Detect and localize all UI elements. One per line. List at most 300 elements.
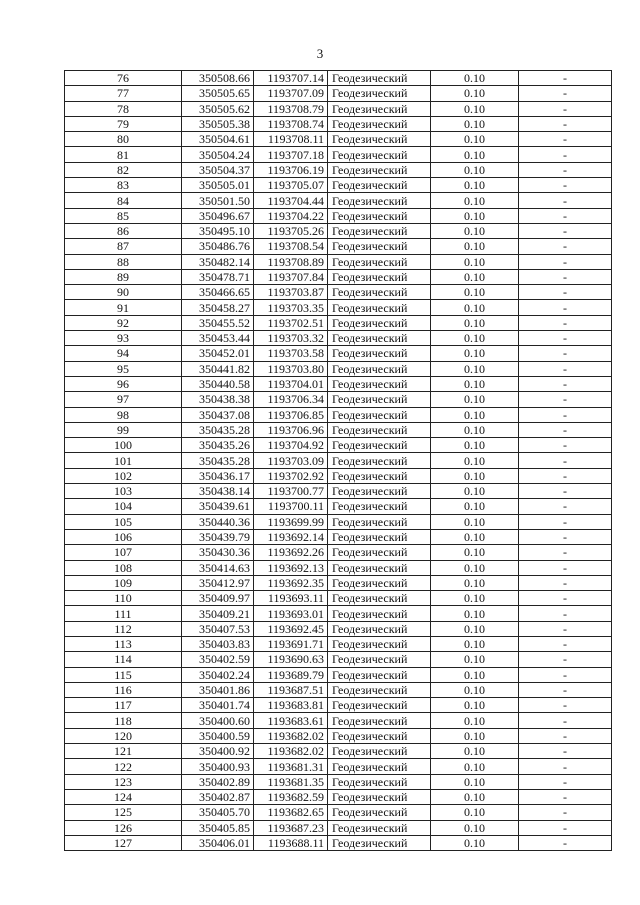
accuracy-cell: 0.10 [431,331,519,346]
note-cell: - [519,514,612,529]
method-cell: Геодезический [328,484,431,499]
note-cell: - [519,147,612,162]
y-coordinate-cell: 1193702.51 [254,315,328,330]
point-number-cell: 93 [65,331,182,346]
table-row [65,147,612,162]
table-row [65,774,612,789]
accuracy-cell: 0.10 [431,239,519,254]
note-cell: - [519,422,612,437]
method-cell: Геодезический [328,575,431,590]
point-number-cell: 90 [65,285,182,300]
x-coordinate-cell: 350436.17 [182,468,254,483]
x-coordinate-cell: 350486.76 [182,239,254,254]
point-number-cell: 82 [65,162,182,177]
point-number-cell: 120 [65,728,182,743]
method-cell: Геодезический [328,591,431,606]
method-cell: Геодезический [328,545,431,560]
x-coordinate-cell: 350400.59 [182,728,254,743]
x-coordinate-cell: 350400.60 [182,713,254,728]
y-coordinate-cell: 1193706.96 [254,422,328,437]
note-cell: - [519,453,612,468]
x-coordinate-cell: 350440.58 [182,376,254,391]
method-cell: Геодезический [328,713,431,728]
y-coordinate-cell: 1193693.11 [254,591,328,606]
method-cell: Геодезический [328,346,431,361]
x-coordinate-cell: 350495.10 [182,223,254,238]
table-row [65,453,612,468]
accuracy-cell: 0.10 [431,591,519,606]
method-cell: Геодезический [328,71,431,86]
method-cell: Геодезический [328,376,431,391]
x-coordinate-cell: 350440.36 [182,514,254,529]
note-cell: - [519,178,612,193]
table-row [65,575,612,590]
table-row [65,300,612,315]
table-row [65,820,612,835]
table-row [65,422,612,437]
table-row [65,698,612,713]
point-number-cell: 113 [65,636,182,651]
method-cell: Геодезический [328,193,431,208]
note-cell: - [519,652,612,667]
y-coordinate-cell: 1193706.85 [254,407,328,422]
table-row [65,682,612,697]
x-coordinate-cell: 350405.85 [182,820,254,835]
point-number-cell: 118 [65,713,182,728]
accuracy-cell: 0.10 [431,71,519,86]
y-coordinate-cell: 1193681.35 [254,774,328,789]
x-coordinate-cell: 350438.38 [182,392,254,407]
accuracy-cell: 0.10 [431,468,519,483]
table-row [65,193,612,208]
accuracy-cell: 0.10 [431,805,519,820]
x-coordinate-cell: 350409.97 [182,591,254,606]
accuracy-cell: 0.10 [431,744,519,759]
point-number-cell: 101 [65,453,182,468]
table-row [65,438,612,453]
table-row [65,835,612,850]
y-coordinate-cell: 1193703.80 [254,361,328,376]
y-coordinate-cell: 1193704.01 [254,376,328,391]
table-row [65,744,612,759]
table-row [65,116,612,131]
y-coordinate-cell: 1193689.79 [254,667,328,682]
y-coordinate-cell: 1193681.31 [254,759,328,774]
accuracy-cell: 0.10 [431,101,519,116]
accuracy-cell: 0.10 [431,652,519,667]
accuracy-cell: 0.10 [431,223,519,238]
accuracy-cell: 0.10 [431,682,519,697]
accuracy-cell: 0.10 [431,499,519,514]
table-row [65,484,612,499]
x-coordinate-cell: 350438.14 [182,484,254,499]
note-cell: - [519,407,612,422]
method-cell: Геодезический [328,499,431,514]
accuracy-cell: 0.10 [431,208,519,223]
note-cell: - [519,300,612,315]
point-number-cell: 89 [65,269,182,284]
accuracy-cell: 0.10 [431,132,519,147]
method-cell: Геодезический [328,254,431,269]
point-number-cell: 86 [65,223,182,238]
method-cell: Геодезический [328,147,431,162]
note-cell: - [519,484,612,499]
point-number-cell: 124 [65,789,182,804]
point-number-cell: 115 [65,667,182,682]
method-cell: Геодезический [328,560,431,575]
method-cell: Геодезический [328,407,431,422]
note-cell: - [519,713,612,728]
accuracy-cell: 0.10 [431,484,519,499]
table-row [65,728,612,743]
point-number-cell: 108 [65,560,182,575]
table-row [65,132,612,147]
note-cell: - [519,682,612,697]
accuracy-cell: 0.10 [431,392,519,407]
x-coordinate-cell: 350501.50 [182,193,254,208]
note-cell: - [519,667,612,682]
method-cell: Геодезический [328,820,431,835]
accuracy-cell: 0.10 [431,285,519,300]
accuracy-cell: 0.10 [431,147,519,162]
y-coordinate-cell: 1193703.09 [254,453,328,468]
x-coordinate-cell: 350435.28 [182,422,254,437]
table-row [65,254,612,269]
y-coordinate-cell: 1193703.58 [254,346,328,361]
table-row [65,101,612,116]
point-number-cell: 99 [65,422,182,437]
accuracy-cell: 0.10 [431,346,519,361]
x-coordinate-cell: 350458.27 [182,300,254,315]
point-number-cell: 125 [65,805,182,820]
x-coordinate-cell: 350508.66 [182,71,254,86]
accuracy-cell: 0.10 [431,162,519,177]
note-cell: - [519,744,612,759]
point-number-cell: 103 [65,484,182,499]
x-coordinate-cell: 350505.62 [182,101,254,116]
accuracy-cell: 0.10 [431,86,519,101]
method-cell: Геодезический [328,698,431,713]
accuracy-cell: 0.10 [431,621,519,636]
y-coordinate-cell: 1193708.79 [254,101,328,116]
point-number-cell: 106 [65,529,182,544]
note-cell: - [519,621,612,636]
y-coordinate-cell: 1193705.26 [254,223,328,238]
method-cell: Геодезический [328,621,431,636]
x-coordinate-cell: 350496.67 [182,208,254,223]
table-row [65,545,612,560]
accuracy-cell: 0.10 [431,178,519,193]
y-coordinate-cell: 1193706.34 [254,392,328,407]
table-row [65,560,612,575]
accuracy-cell: 0.10 [431,545,519,560]
method-cell: Геодезический [328,789,431,804]
accuracy-cell: 0.10 [431,361,519,376]
method-cell: Геодезический [328,606,431,621]
table-row [65,346,612,361]
y-coordinate-cell: 1193687.23 [254,820,328,835]
x-coordinate-cell: 350430.36 [182,545,254,560]
y-coordinate-cell: 1193702.92 [254,468,328,483]
note-cell: - [519,560,612,575]
table-row [65,71,612,86]
method-cell: Геодезический [328,223,431,238]
note-cell: - [519,86,612,101]
note-cell: - [519,805,612,820]
x-coordinate-cell: 350504.24 [182,147,254,162]
point-number-cell: 122 [65,759,182,774]
accuracy-cell: 0.10 [431,728,519,743]
y-coordinate-cell: 1193683.81 [254,698,328,713]
table-row [65,376,612,391]
x-coordinate-cell: 350401.74 [182,698,254,713]
note-cell: - [519,728,612,743]
y-coordinate-cell: 1193700.77 [254,484,328,499]
accuracy-cell: 0.10 [431,575,519,590]
table-row [65,162,612,177]
table-row [65,499,612,514]
x-coordinate-cell: 350482.14 [182,254,254,269]
table-row [65,407,612,422]
x-coordinate-cell: 350504.37 [182,162,254,177]
point-number-cell: 116 [65,682,182,697]
table-row [65,315,612,330]
table-row [65,361,612,376]
x-coordinate-cell: 350402.24 [182,667,254,682]
table-row [65,591,612,606]
point-number-cell: 114 [65,652,182,667]
point-number-cell: 76 [65,71,182,86]
y-coordinate-cell: 1193692.14 [254,529,328,544]
method-cell: Геодезический [328,392,431,407]
y-coordinate-cell: 1193692.35 [254,575,328,590]
table-row [65,652,612,667]
x-coordinate-cell: 350402.87 [182,789,254,804]
x-coordinate-cell: 350414.63 [182,560,254,575]
method-cell: Геодезический [328,667,431,682]
y-coordinate-cell: 1193682.59 [254,789,328,804]
note-cell: - [519,606,612,621]
point-number-cell: 126 [65,820,182,835]
accuracy-cell: 0.10 [431,713,519,728]
note-cell: - [519,575,612,590]
table-row [65,636,612,651]
method-cell: Геодезический [328,300,431,315]
point-number-cell: 80 [65,132,182,147]
point-number-cell: 97 [65,392,182,407]
method-cell: Геодезический [328,269,431,284]
table-row [65,392,612,407]
note-cell: - [519,208,612,223]
method-cell: Геодезический [328,331,431,346]
table-row [65,789,612,804]
note-cell: - [519,193,612,208]
point-number-cell: 85 [65,208,182,223]
coordinates-table [64,70,612,851]
accuracy-cell: 0.10 [431,698,519,713]
method-cell: Геодезический [328,361,431,376]
y-coordinate-cell: 1193706.19 [254,162,328,177]
method-cell: Геодезический [328,116,431,131]
accuracy-cell: 0.10 [431,636,519,651]
note-cell: - [519,285,612,300]
note-cell: - [519,116,612,131]
table-row [65,713,612,728]
y-coordinate-cell: 1193692.13 [254,560,328,575]
accuracy-cell: 0.10 [431,759,519,774]
point-number-cell: 83 [65,178,182,193]
x-coordinate-cell: 350403.83 [182,636,254,651]
point-number-cell: 105 [65,514,182,529]
note-cell: - [519,636,612,651]
method-cell: Геодезический [328,453,431,468]
method-cell: Геодезический [328,239,431,254]
table-row [65,269,612,284]
method-cell: Геодезический [328,285,431,300]
method-cell: Геодезический [328,744,431,759]
note-cell: - [519,499,612,514]
point-number-cell: 127 [65,835,182,850]
accuracy-cell: 0.10 [431,376,519,391]
point-number-cell: 94 [65,346,182,361]
y-coordinate-cell: 1193705.07 [254,178,328,193]
point-number-cell: 91 [65,300,182,315]
x-coordinate-cell: 350400.93 [182,759,254,774]
note-cell: - [519,71,612,86]
method-cell: Геодезический [328,422,431,437]
note-cell: - [519,254,612,269]
point-number-cell: 88 [65,254,182,269]
method-cell: Геодезический [328,835,431,850]
x-coordinate-cell: 350437.08 [182,407,254,422]
y-coordinate-cell: 1193707.14 [254,71,328,86]
point-number-cell: 96 [65,376,182,391]
x-coordinate-cell: 350435.28 [182,453,254,468]
note-cell: - [519,820,612,835]
x-coordinate-cell: 350402.89 [182,774,254,789]
x-coordinate-cell: 350505.65 [182,86,254,101]
point-number-cell: 109 [65,575,182,590]
y-coordinate-cell: 1193704.22 [254,208,328,223]
method-cell: Геодезический [328,759,431,774]
x-coordinate-cell: 350407.53 [182,621,254,636]
note-cell: - [519,101,612,116]
y-coordinate-cell: 1193693.01 [254,606,328,621]
accuracy-cell: 0.10 [431,835,519,850]
y-coordinate-cell: 1193688.11 [254,835,328,850]
y-coordinate-cell: 1193703.35 [254,300,328,315]
y-coordinate-cell: 1193708.89 [254,254,328,269]
note-cell: - [519,468,612,483]
y-coordinate-cell: 1193707.18 [254,147,328,162]
table-row [65,331,612,346]
method-cell: Геодезический [328,208,431,223]
point-number-cell: 112 [65,621,182,636]
point-number-cell: 84 [65,193,182,208]
y-coordinate-cell: 1193691.71 [254,636,328,651]
table-row [65,86,612,101]
note-cell: - [519,331,612,346]
page-number: 3 [316,46,324,61]
y-coordinate-cell: 1193692.45 [254,621,328,636]
note-cell: - [519,789,612,804]
note-cell: - [519,545,612,560]
method-cell: Геодезический [328,805,431,820]
method-cell: Геодезический [328,682,431,697]
point-number-cell: 121 [65,744,182,759]
y-coordinate-cell: 1193704.44 [254,193,328,208]
method-cell: Геодезический [328,728,431,743]
table-row [65,514,612,529]
point-number-cell: 104 [65,499,182,514]
point-number-cell: 81 [65,147,182,162]
accuracy-cell: 0.10 [431,300,519,315]
note-cell: - [519,315,612,330]
y-coordinate-cell: 1193683.61 [254,713,328,728]
table-row [65,759,612,774]
x-coordinate-cell: 350455.52 [182,315,254,330]
method-cell: Геодезический [328,636,431,651]
x-coordinate-cell: 350406.01 [182,835,254,850]
note-cell: - [519,438,612,453]
note-cell: - [519,759,612,774]
x-coordinate-cell: 350412.97 [182,575,254,590]
y-coordinate-cell: 1193707.84 [254,269,328,284]
table-row [65,621,612,636]
note-cell: - [519,269,612,284]
point-number-cell: 100 [65,438,182,453]
method-cell: Геодезический [328,514,431,529]
accuracy-cell: 0.10 [431,606,519,621]
point-number-cell: 117 [65,698,182,713]
note-cell: - [519,591,612,606]
method-cell: Геодезический [328,315,431,330]
note-cell: - [519,529,612,544]
method-cell: Геодезический [328,162,431,177]
point-number-cell: 95 [65,361,182,376]
x-coordinate-cell: 350478.71 [182,269,254,284]
accuracy-cell: 0.10 [431,514,519,529]
accuracy-cell: 0.10 [431,116,519,131]
x-coordinate-cell: 350452.01 [182,346,254,361]
note-cell: - [519,392,612,407]
y-coordinate-cell: 1193692.26 [254,545,328,560]
point-number-cell: 123 [65,774,182,789]
note-cell: - [519,376,612,391]
table-row [65,606,612,621]
table-row [65,805,612,820]
accuracy-cell: 0.10 [431,529,519,544]
method-cell: Геодезический [328,86,431,101]
accuracy-cell: 0.10 [431,789,519,804]
y-coordinate-cell: 1193682.02 [254,728,328,743]
accuracy-cell: 0.10 [431,315,519,330]
point-number-cell: 110 [65,591,182,606]
x-coordinate-cell: 350400.92 [182,744,254,759]
x-coordinate-cell: 350401.86 [182,682,254,697]
coordinates-table-body [65,71,612,851]
note-cell: - [519,361,612,376]
x-coordinate-cell: 350466.65 [182,285,254,300]
note-cell: - [519,774,612,789]
table-row [65,208,612,223]
accuracy-cell: 0.10 [431,438,519,453]
note-cell: - [519,835,612,850]
y-coordinate-cell: 1193708.74 [254,116,328,131]
table-row [65,529,612,544]
point-number-cell: 98 [65,407,182,422]
note-cell: - [519,223,612,238]
